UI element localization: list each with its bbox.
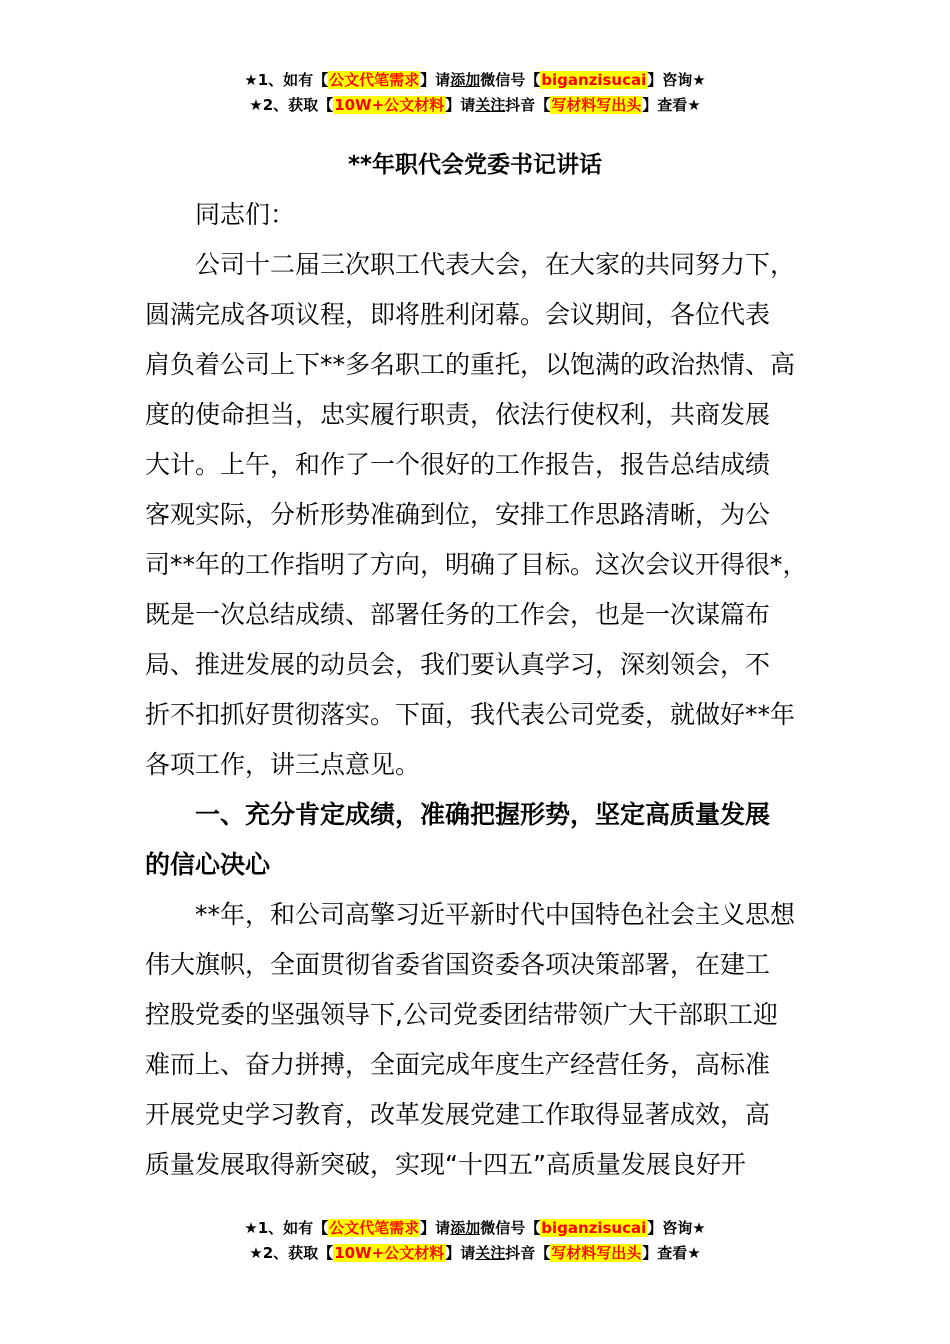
- highlight-wechat-id: biganzisucai: [541, 1219, 647, 1237]
- highlight-wechat-id: biganzisucai: [541, 71, 647, 89]
- promo-banner-bottom: [0, 1216, 950, 1266]
- section-heading-1: 一、充分肯定成绩，准确把握形势，坚定高质量发展 的信心决心: [145, 800, 771, 879]
- promo-banner-top: [0, 68, 950, 118]
- highlight-service: 公文代笔需求: [329, 1219, 420, 1237]
- highlight-materials: 10W+公文材料: [334, 1244, 445, 1262]
- paragraph-section-1: **年，和公司高擎习近平新时代中国特色社会主义思想 伟大旗帜，全面贯彻省委省国资委各项决策部署，在建工 控股党委的坚强领导下,公司党委团结带领广大干部职工迎 难而上、奋力拼搏，全面完成年度生产经营任务，高标准 开展党史学习教育，改革发展党建工作取得显著成效，高 质量发展取得新突破，实现“十四五”高质量发展良好开: [145, 900, 796, 1179]
- highlight-materials: 10W+公文材料: [334, 96, 445, 114]
- promo-line-1: ★1、如有【公文代笔需求】请添加微信号【biganzisucai】咨询★: [244, 71, 706, 89]
- highlight-douyin: 写材料写出头: [551, 1244, 642, 1262]
- highlight-douyin: 写材料写出头: [551, 96, 642, 114]
- promo-line-2: ★2、获取【10W+公文材料】请关注抖音【写材料写出头】查看★: [249, 1244, 701, 1262]
- promo-line-2: ★2、获取【10W+公文材料】请关注抖音【写材料写出头】查看★: [249, 96, 701, 114]
- document-title: **年职代会党委书记讲话: [347, 152, 603, 178]
- highlight-service: 公文代笔需求: [329, 71, 420, 89]
- salutation: 同志们：: [195, 200, 296, 229]
- promo-line-1: ★1、如有【公文代笔需求】请添加微信号【biganzisucai】咨询★: [244, 1219, 706, 1237]
- paragraph-intro: 公司十二届三次职工代表大会，在大家的共同努力下， 圆满完成各项议程，即将胜利闭幕。会议期间，各位代表 肩负着公司上下**多名职工的重托，以饱满的政治热情、高 度的使命担当，忠实履行职责，依法行使权利，共商发展 大计。上午，和作了一个很好的工作报告，报告总结成绩 客观实际，分析形势准确到位，安排工作思路清晰，为公 司**年的工作指明了方向，明确了目标。这次会议开得很*， 既是一次总结成绩、部署任务的工作会，也是一次谋篇布 局、推进发展的动员会，我们要认真学习，深刻领会，不 折不扣抓好贯彻落实。下面，我代表公司党委，就做好**年 各项工作，讲三点意见。: [145, 250, 808, 779]
